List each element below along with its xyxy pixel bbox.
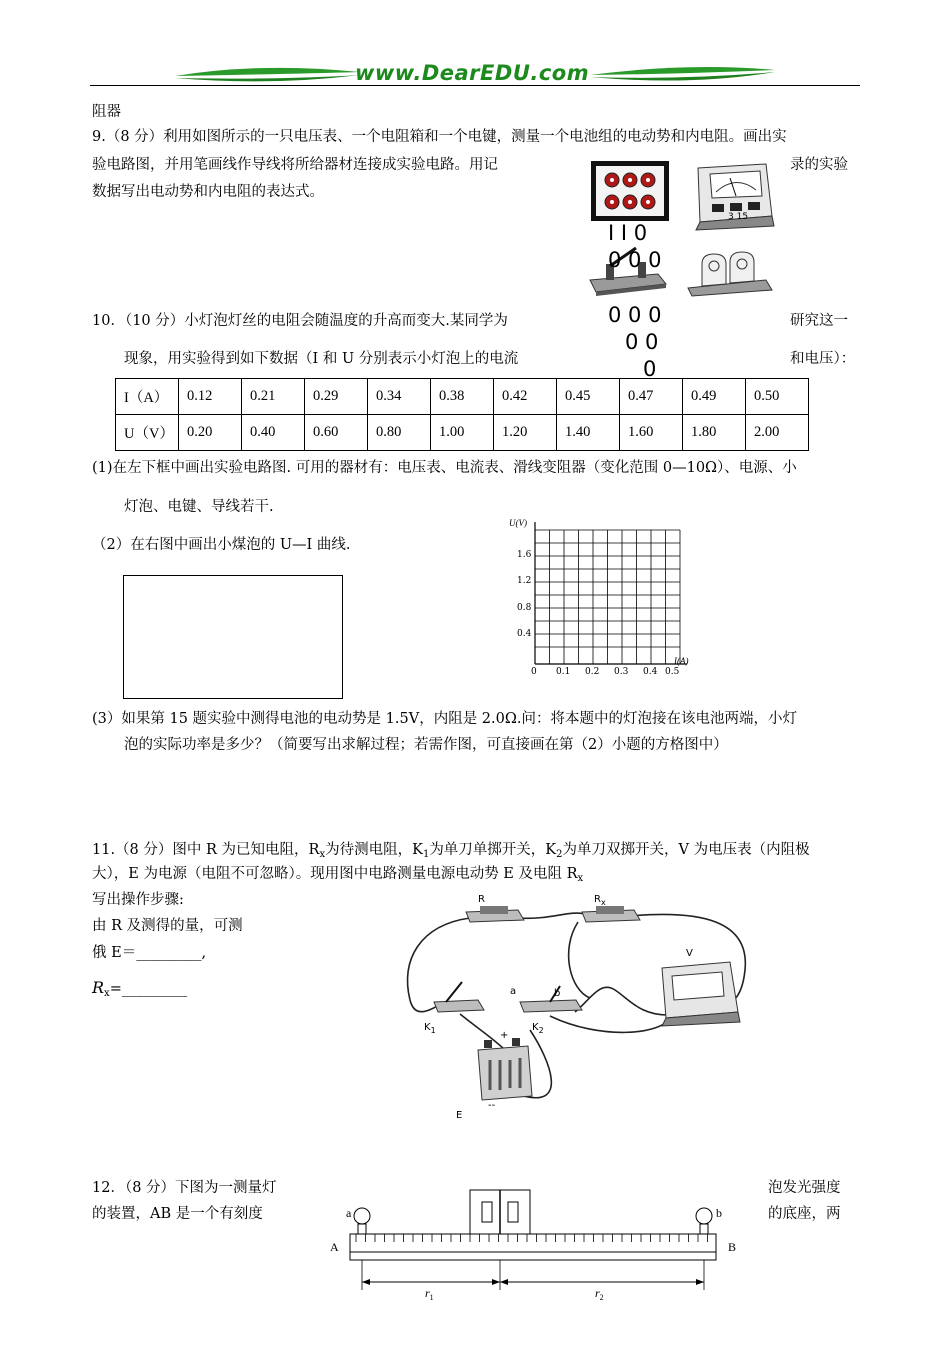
table-cell: 1.00	[431, 415, 494, 451]
q10-part1-line2: 灯泡、电键、导线若干.	[124, 499, 274, 515]
table-cell: 1.60	[620, 415, 683, 451]
resistor-r-figure	[466, 906, 524, 922]
q10-part2: （2）在右图中画出小煤泡的 U—I 曲线.	[92, 537, 351, 553]
graph-y-tick: 1.2	[517, 576, 532, 586]
resistance-box-figure	[590, 160, 670, 222]
header-rule	[90, 85, 860, 86]
label-r1-sub: 1	[429, 1293, 434, 1302]
q10-part3-line1: (3）如果第 15 题实验中测得电池的电动势是 1.5V，内阻是 2.0Ω.问：将本题中的灯泡接在该电池两端，小灯	[92, 711, 797, 727]
table-cell: 1.20	[494, 415, 557, 451]
ui-graph[interactable]	[505, 518, 690, 683]
q11-line1-sub: 2	[556, 849, 563, 860]
label-r1-main: r	[425, 1286, 430, 1300]
rx-symbol-sub: x	[104, 988, 110, 999]
q10-line1-right: 研究这一	[790, 313, 848, 329]
q11-line1	[92, 840, 810, 865]
q11-line1-text-d: 为单刀双掷开关，V 为电压表（内阻极	[562, 842, 810, 858]
logo-text: www.DearEDU.com	[355, 61, 590, 85]
table-cell: 1.80	[683, 415, 746, 451]
label-e: E	[456, 1110, 463, 1121]
q12-line2-right: 的底座，两	[768, 1206, 841, 1222]
q11-line2-sub: x	[577, 873, 584, 884]
q10-overlay-c: 0	[643, 357, 657, 381]
graph-x-tick: 0	[531, 667, 537, 677]
label-r1	[425, 1286, 434, 1302]
label-k2	[532, 1022, 544, 1035]
q10-overlay-a: 0 0 0	[608, 303, 662, 327]
table-cell: 0.80	[368, 415, 431, 451]
table-header-cell: U（V）	[116, 415, 179, 451]
graph-x-label: I(A)	[674, 656, 689, 666]
table-cell: 0.60	[305, 415, 368, 451]
label-r2	[595, 1286, 604, 1302]
table-cell: 0.50	[746, 379, 809, 415]
label-plus: +	[500, 1030, 509, 1041]
q12-line1-right: 泡发光强度	[768, 1180, 841, 1196]
rx-answer-blank: =_________	[109, 981, 188, 997]
circuit-wiring-svg	[400, 890, 760, 1130]
q12-line1-left: 12．（8 分）下图为一测量灯	[92, 1180, 277, 1196]
battery-figure	[686, 248, 774, 298]
overlay-glyph-row1: I I 0	[608, 221, 648, 245]
table-cell: 0.47	[620, 379, 683, 415]
table-cell: 0.12	[179, 379, 242, 415]
graph-grid	[535, 530, 680, 664]
table-cell: 0.42	[494, 379, 557, 415]
graph-x-tick: 0.4	[643, 667, 658, 677]
label-k1-main: K	[424, 1022, 431, 1033]
lamp-a-icon	[354, 1208, 370, 1234]
label-r: R	[478, 894, 485, 905]
voltmeter-scale-text: 3 15	[728, 212, 749, 222]
graph-x-tick: 0.5	[665, 667, 680, 677]
q10-line1-left: 10．（10 分）小灯泡灯丝的电阻会随温度的升高而变大.某同学为	[92, 313, 508, 329]
q10-line2-right: 和电压）：	[790, 351, 856, 367]
table-row-voltage	[116, 415, 809, 451]
table-cell: 0.45	[557, 379, 620, 415]
q10-line2-left: 现象，用实验得到如下数据（I 和 U 分别表示小灯泡上的电流	[124, 351, 519, 367]
table-cell: 0.49	[683, 379, 746, 415]
label-lamp-a: a	[346, 1206, 352, 1220]
label-k1-sub: 1	[430, 1026, 436, 1035]
switch-k1-figure	[434, 982, 484, 1012]
graph-y-tick: 0.4	[517, 629, 532, 639]
ui-graph-svg	[505, 518, 690, 683]
q9-line1: 9.（8 分）利用如图所示的一只电压表、一个电阻箱和一个电键，测量一个电池组的电动势和内电阻。画出实	[92, 129, 787, 145]
q12-line2-left: 的装置，AB 是一个有刻度	[92, 1206, 263, 1222]
label-minus: --	[488, 1100, 496, 1111]
q10-overlay-b: 0 0	[625, 330, 659, 354]
q10-part3-line2: 泡的实际功率是多少？（简要写出求解过程；若需作图，可直接画在第（2）小题的方格图中）	[124, 737, 728, 753]
table-cell: 0.21	[242, 379, 305, 415]
q11-line1-text-a: 11.（8 分）图中 R 为已知电阻，R	[92, 842, 320, 858]
label-r2-sub: 2	[599, 1293, 604, 1302]
label-b: b	[554, 988, 561, 999]
table-cell: 2.00	[746, 415, 809, 451]
battery-e-figure	[478, 1038, 532, 1100]
q11-line3: 写出操作步骤:	[92, 892, 184, 908]
label-rx-main: R	[594, 894, 601, 905]
resistor-rx-figure	[582, 906, 640, 922]
label-end-b: B	[728, 1240, 737, 1254]
graph-x-tick: 0.1	[556, 667, 571, 677]
label-end-a: A	[330, 1240, 339, 1254]
q11-line2	[92, 864, 583, 889]
graph-y-tick: 1.6	[517, 550, 532, 560]
lamp-b-icon	[696, 1208, 712, 1234]
q9-line2-left: 验电路图，并用笔画线作导线将所给器材连接成实验电路。用记	[92, 157, 498, 173]
circuit-drawing-box[interactable]	[123, 575, 343, 699]
table-cell: 0.38	[431, 379, 494, 415]
label-rx-sub: x	[600, 898, 606, 907]
table-row-current	[116, 379, 809, 415]
table-header-cell: I（A）	[116, 379, 179, 415]
table-cell: 0.29	[305, 379, 368, 415]
graph-x-tick: 0.2	[585, 667, 600, 677]
table-cell: 1.40	[557, 415, 620, 451]
label-rx	[594, 894, 606, 907]
graph-x-tick: 0.3	[614, 667, 629, 677]
label-a: a	[510, 986, 517, 997]
photometer-svg	[320, 1186, 760, 1344]
label-lamp-b: b	[716, 1206, 722, 1220]
table-cell: 0.20	[179, 415, 242, 451]
label-v: V	[686, 948, 693, 959]
q11-rx-answer	[92, 978, 187, 1004]
q8-tail-text: 阻器	[92, 104, 121, 120]
q11-line4: 由 R 及测得的量，可测	[92, 918, 243, 934]
switch-k2-figure	[520, 986, 582, 1012]
q11-line1-sub: 1	[422, 849, 430, 860]
rx-symbol: R	[92, 978, 105, 997]
q11-line1-text-b: 为待测电阻，K	[325, 842, 423, 858]
q11-line5: 俄 E＝_________,	[92, 945, 207, 961]
q10-part1-line1: (1)在左下框中画出实验电路图. 可用的器材有：电压表、电流表、滑线变阻器（变化范围 0—10Ω）、电源、小	[92, 460, 797, 476]
graph-y-label: U(V)	[509, 518, 527, 528]
label-k2-main: K	[532, 1022, 539, 1033]
q11-line1-sub: x	[319, 849, 326, 860]
voltmeter-v-figure	[662, 962, 740, 1026]
table-cell: 0.34	[368, 379, 431, 415]
voltmeter-figure	[686, 160, 776, 232]
label-k2-sub: 2	[538, 1026, 544, 1035]
label-r2-main: r	[595, 1286, 600, 1300]
label-k1	[424, 1022, 436, 1035]
graph-y-tick: 0.8	[517, 603, 532, 613]
q9-line3: 数据写出电动势和内电阻的表达式。	[92, 184, 324, 200]
q9-line2-right: 录的实验	[790, 157, 848, 173]
q12-photometer-figure	[320, 1186, 760, 1344]
table-cell: 0.40	[242, 415, 305, 451]
overlay-glyph-row2: 0 0 0	[608, 248, 662, 272]
iu-data-table	[115, 378, 809, 451]
header-logo	[170, 58, 780, 92]
q11-circuit-figure	[400, 890, 760, 1130]
q11-line2-text: 大），E 为电源（电阻不可忽略）。现用图中电路测量电源电动势 E 及电阻 R	[92, 866, 578, 882]
q11-line1-text-c: 为单刀单掷开关，K	[429, 842, 557, 858]
